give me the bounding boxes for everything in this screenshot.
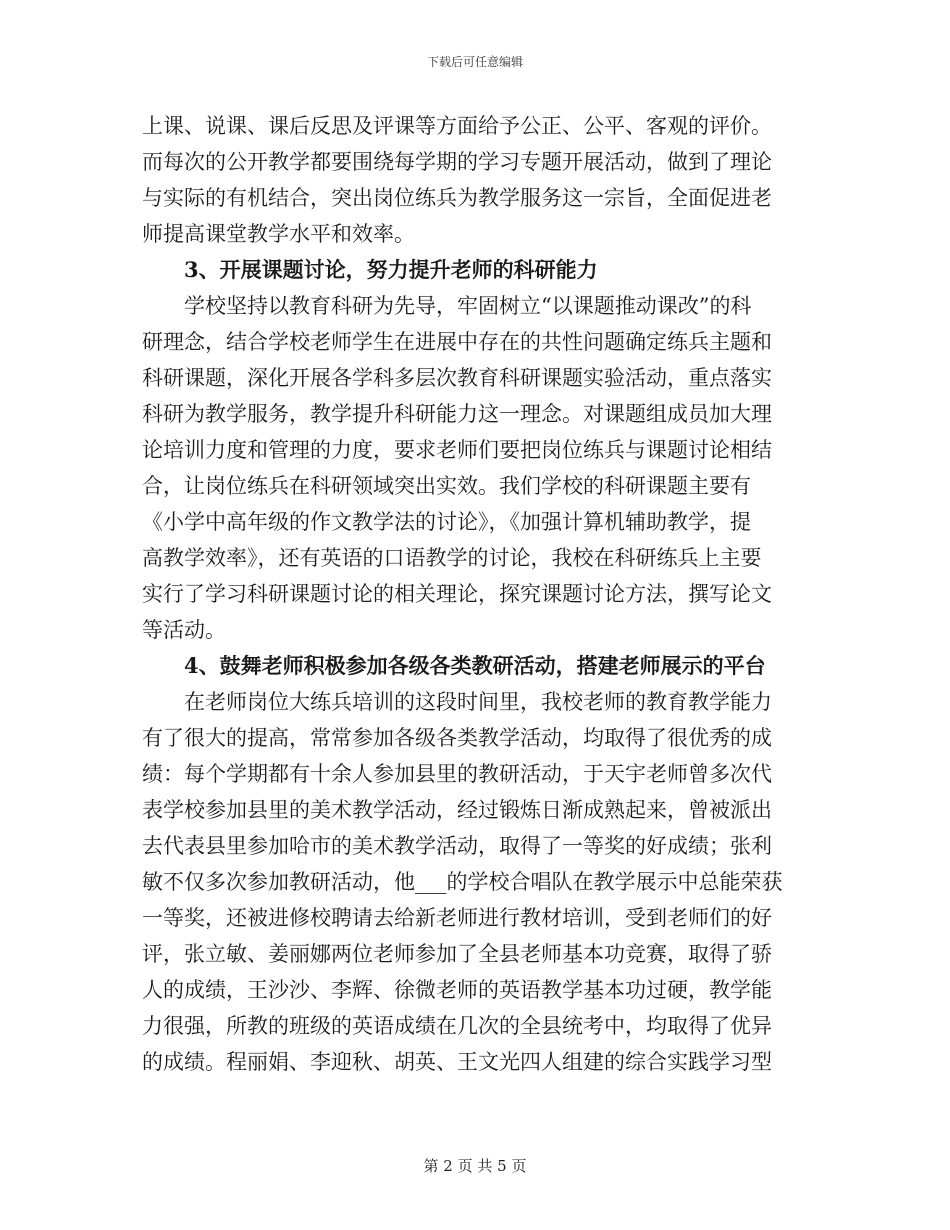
paragraph-line: 敏不仅多次参加教研活动，他___的学校合唱队在教学展示中总能荣获	[142, 870, 783, 894]
paragraph-line: 的成绩。程丽娟、李迎秋、胡英、王文光四人组建的综合实践学习型	[142, 1050, 772, 1074]
paragraph-line: 在老师岗位大练兵培训的这段时间里，我校老师的教育教学能力	[184, 690, 772, 714]
paragraph-line: 有了很大的提高，常常参加各级各类教学活动，均取得了很优秀的成	[142, 726, 772, 750]
paragraph-line: 科研为教学服务，教学提升科研能力这一理念。对课题组成员加大理	[142, 402, 772, 426]
paragraph-line: 去代表县里参加哈市的美术教学活动，取得了一等奖的好成绩；张利	[142, 834, 772, 858]
paragraph-line: 高教学效率》，还有英语的口语教学的讨论，我校在科研练兵上主要	[142, 546, 762, 570]
paragraph-line: 一等奖，还被进修校聘请去给新老师进行教材培训，受到老师们的好	[142, 906, 772, 930]
paragraph-line: 表学校参加县里的美术教学活动，经过锻炼日渐成熟起来，曾被派出	[142, 798, 772, 822]
paragraph-line: 科研课题，深化开展各学科多层次教育科研课题实验活动，重点落实	[142, 366, 772, 390]
paragraph-line: 力很强，所教的班级的英语成绩在几次的全县统考中，均取得了优异	[142, 1014, 772, 1038]
section-heading: 3、开展课题讨论，努力提升老师的科研能力	[184, 257, 598, 282]
paragraph-line: 《小学中高年级的作文教学法的讨论》，《加强计算机辅助教学，提	[142, 510, 751, 534]
paragraph-line: 实行了学习科研课题讨论的相关理论，探究课题讨论方法，撰写论文	[142, 582, 772, 606]
page-number: 第 2 页 共 5 页	[423, 1157, 527, 1175]
paragraph-line: 等活动。	[142, 618, 226, 642]
paragraph-line: 学校坚持以教育科研为先导，牢固树立“以课题推动课改”的科	[184, 294, 752, 318]
paragraph-line: 合，让岗位练兵在科研领域突出实效。我们学校的科研课题主要有	[142, 474, 751, 498]
paragraph-line: 与实际的有机结合，突出岗位练兵为教学服务这一宗旨，全面促进老	[142, 186, 772, 210]
paragraph-line: 而每次的公开教学都要围绕每学期的学习专题开展活动，做到了理论	[142, 150, 772, 174]
paragraph-line: 绩：每个学期都有十余人参加县里的教研活动，于天宇老师曾多次代	[142, 762, 772, 786]
paragraph-line: 师提高课堂教学水平和效率。	[142, 222, 415, 246]
section-heading: 4、鼓舞老师积极参加各级各类教研活动，搭建老师展示的平台	[184, 653, 766, 678]
page-header: 下载后可任意编辑	[426, 55, 523, 69]
paragraph-line: 评，张立敏、姜丽娜两位老师参加了全县老师基本功竞赛，取得了骄	[142, 942, 772, 966]
document-body	[142, 108, 810, 1080]
paragraph-line: 上课、说课、课后反思及评课等方面给予公正、公平、客观的评价。	[142, 114, 772, 138]
paragraph-line: 研理念，结合学校老师学生在进展中存在的共性问题确定练兵主题和	[142, 330, 772, 354]
paragraph-line: 人的成绩，王沙沙、李辉、徐微老师的英语教学基本功过硬，教学能	[142, 978, 772, 1002]
paragraph-line: 论培训力度和管理的力度，要求老师们要把岗位练兵与课题讨论相结	[142, 438, 772, 462]
